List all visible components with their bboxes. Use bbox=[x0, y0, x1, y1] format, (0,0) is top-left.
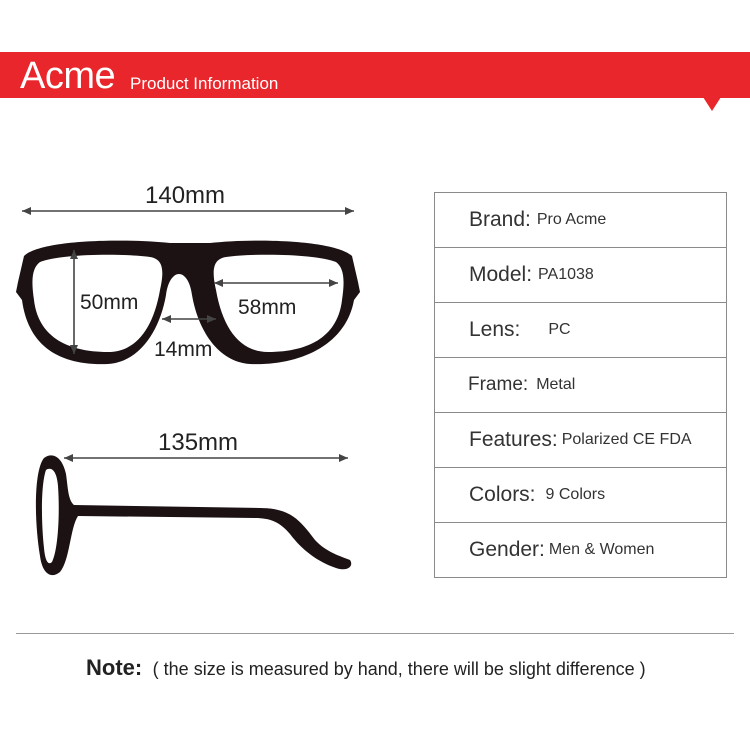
side-view-frame bbox=[36, 455, 351, 575]
spec-value: Polarized CE FDA bbox=[561, 431, 692, 448]
spec-row-brand bbox=[435, 193, 726, 248]
spec-value: 9 Colors bbox=[545, 486, 606, 503]
spec-value: PA1038 bbox=[538, 266, 594, 283]
spec-table bbox=[434, 192, 727, 578]
spec-row-lens bbox=[435, 303, 726, 358]
spec-label: Frame: bbox=[468, 374, 529, 395]
spec-label: Model: bbox=[469, 263, 533, 286]
dim-lens-height-label: 50mm bbox=[80, 291, 139, 314]
note-label: Note: bbox=[86, 655, 143, 680]
spec-row-model bbox=[435, 248, 726, 303]
spec-value: Men & Women bbox=[548, 541, 655, 558]
spec-row-frame bbox=[435, 358, 726, 413]
spec-row-gender bbox=[435, 523, 726, 578]
divider bbox=[16, 633, 734, 634]
dim-temple-length-label: 135mm bbox=[158, 429, 239, 456]
header-subtitle: Product Information bbox=[130, 74, 279, 93]
spec-label: Gender: bbox=[469, 538, 545, 561]
note-text: ( the size is measured by hand, there will be slight difference ) bbox=[152, 659, 646, 679]
spec-row-colors bbox=[435, 468, 726, 523]
brand-logo-text: Acme bbox=[20, 55, 116, 97]
spec-label: Brand: bbox=[469, 208, 531, 231]
spec-label: Lens: bbox=[469, 318, 521, 341]
spec-value: Pro Acme bbox=[536, 211, 607, 228]
spec-row-features bbox=[435, 413, 726, 468]
spec-value: PC bbox=[548, 321, 571, 338]
spec-value: Metal bbox=[536, 376, 576, 393]
dim-lens-width-label: 58mm bbox=[238, 296, 297, 319]
dim-bridge-label: 14mm bbox=[154, 338, 213, 361]
spec-label: Colors: bbox=[469, 483, 536, 506]
dim-total-width-label: 140mm bbox=[145, 182, 226, 209]
note bbox=[86, 655, 646, 681]
spec-label: Features: bbox=[469, 428, 558, 451]
